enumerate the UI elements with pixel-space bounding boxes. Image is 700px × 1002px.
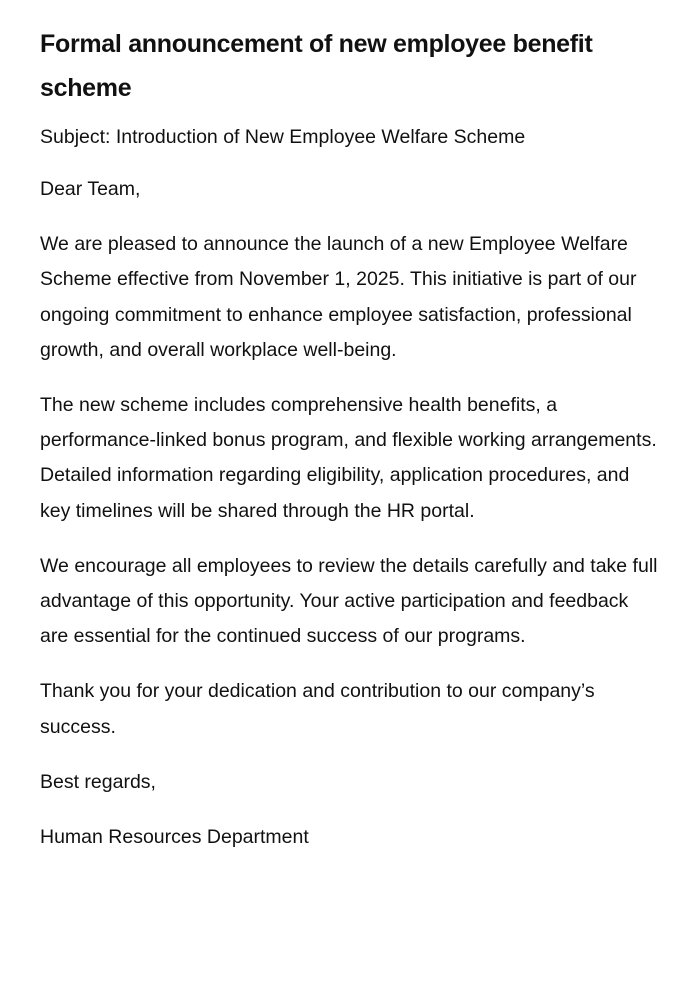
body-paragraph: Thank you for your dedication and contribution to our company’s success. <box>40 680 595 738</box>
document-title: Formal announcement of new employee benefit scheme <box>40 30 593 102</box>
greeting: Dear Team, <box>40 178 141 200</box>
signature: Human Resources Department <box>40 826 309 849</box>
body-paragraph: The new scheme includes comprehensive health benefits, a performance-linked bonus program, and flexible working arrangements. Detailed information regarding eligibility, application procedures, and key timelines will be shared through the HR portal. <box>40 394 657 522</box>
subject-line: Subject: Introduction of New Employee Welfare Scheme <box>40 126 526 148</box>
body-paragraph: We are pleased to announce the launch of a new Employee Welfare Scheme effective from November 1, 2025. This initiative is part of our ongoing commitment to enhance employee satisfaction, professional growth, and overall workplace well-being. <box>40 233 637 361</box>
body-paragraph: We encourage all employees to review the details carefully and take full advantage of this opportunity. Your active participation and feedback are essential for the continued success of our programs. <box>40 554 658 648</box>
closing: Best regards, <box>40 770 156 793</box>
